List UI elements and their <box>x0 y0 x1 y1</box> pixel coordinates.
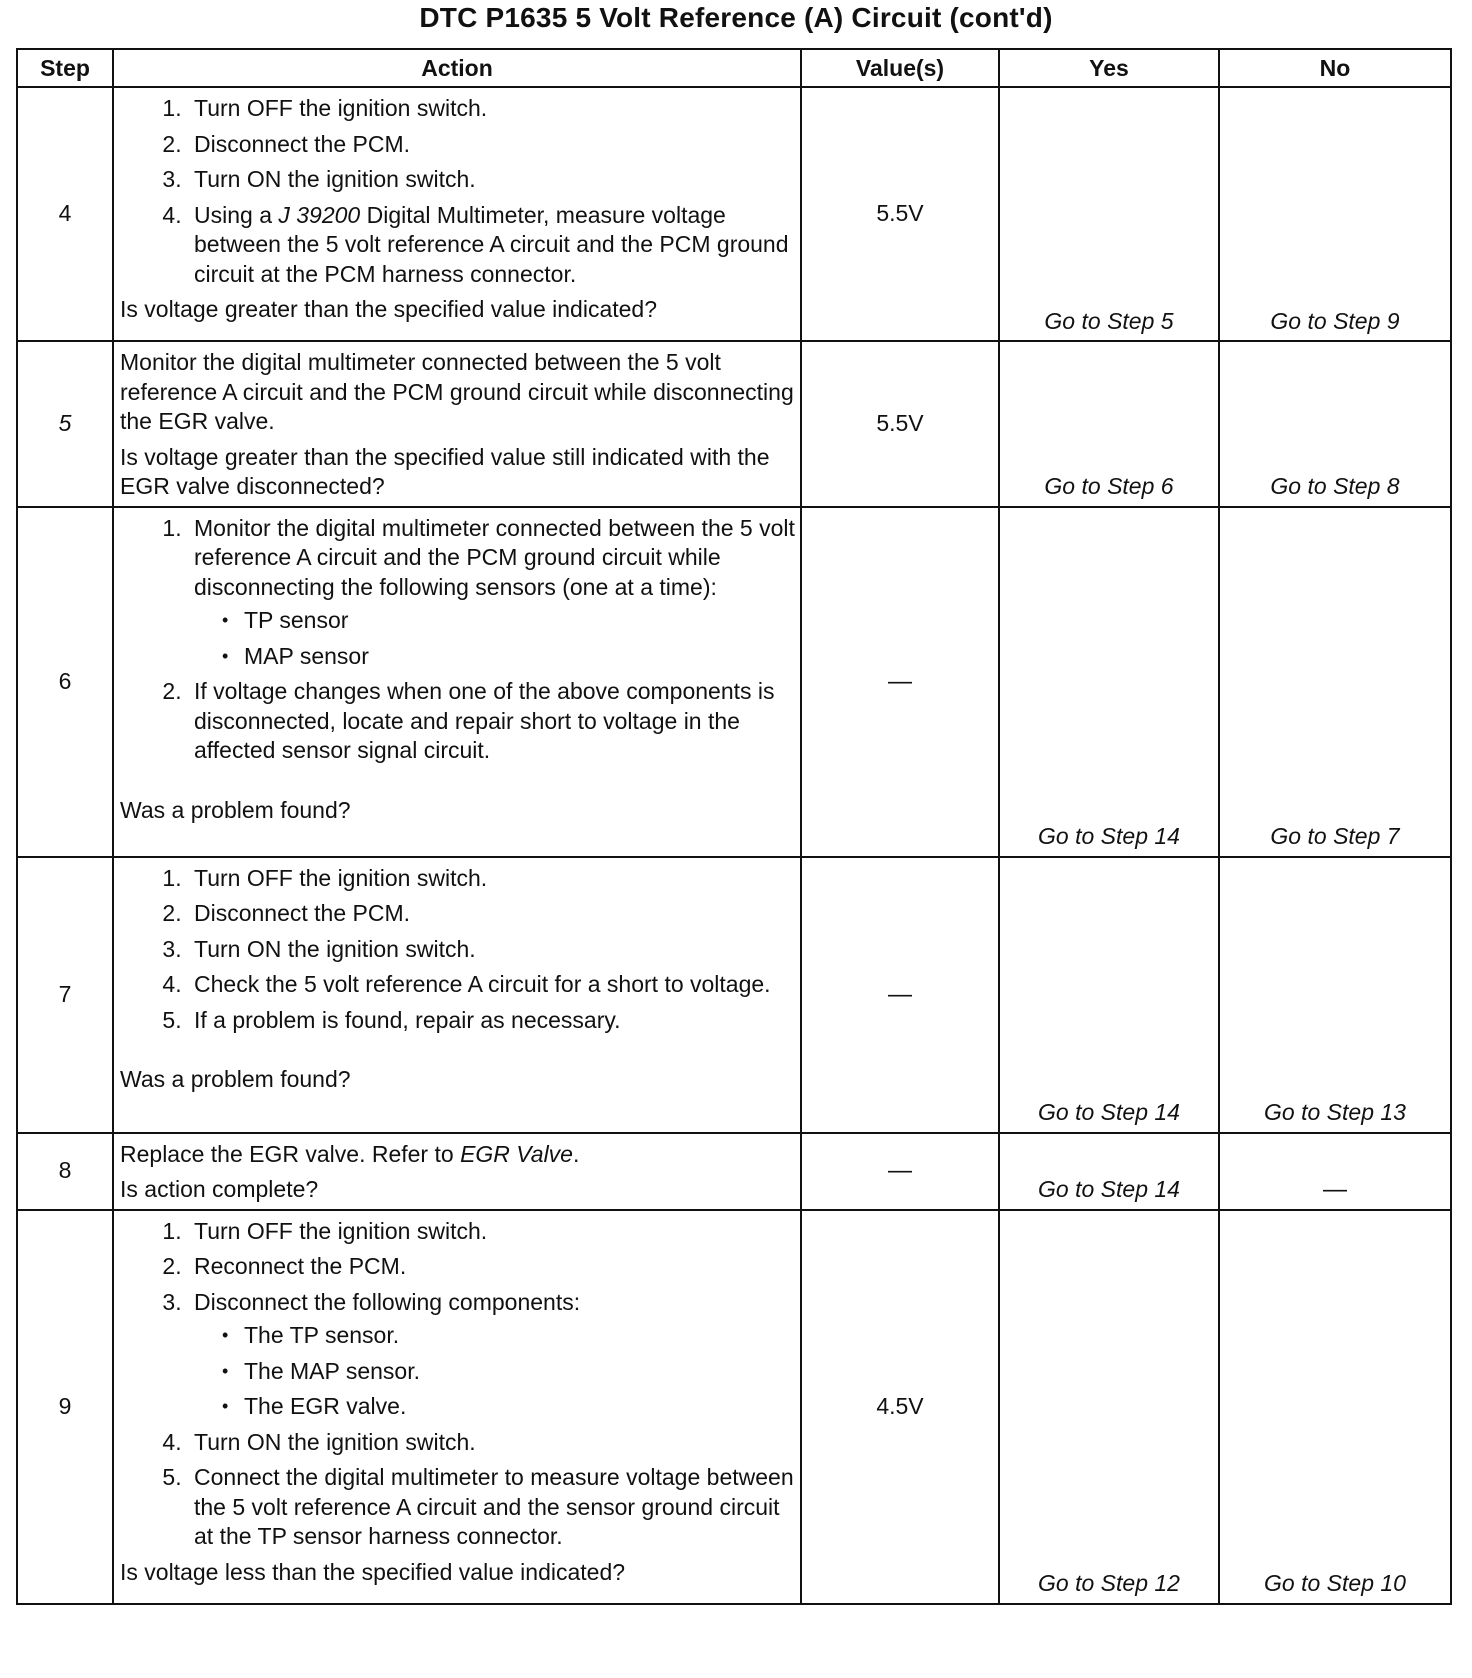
no-link: Go to Step 8 <box>1270 473 1400 499</box>
diagnostic-table <box>16 48 1452 1605</box>
step-number: 7 <box>17 857 113 1133</box>
question-text: Is action complete? <box>120 1176 319 1202</box>
value-cell: — <box>801 1133 999 1210</box>
page-title: DTC P1635 5 Volt Reference (A) Circuit (cont'd) <box>419 2 1053 33</box>
yes-link: Go to Step 6 <box>1044 473 1174 499</box>
no-cell <box>1219 857 1451 1133</box>
bullet-list <box>194 1321 796 1422</box>
table-row <box>17 507 1451 857</box>
action-cell <box>113 857 801 1133</box>
header-yes: Yes <box>999 49 1219 87</box>
step-number: 8 <box>17 1133 113 1210</box>
no-link: Go to Step 13 <box>1264 1099 1406 1125</box>
action-cell <box>113 1210 801 1604</box>
table-row <box>17 857 1451 1133</box>
action-steps <box>120 864 796 1036</box>
step-number: 9 <box>17 1210 113 1604</box>
bullet-item: • The TP sensor. <box>222 1321 796 1351</box>
no-link: Go to Step 9 <box>1270 307 1400 334</box>
bullet-item: • The MAP sensor. <box>222 1357 796 1387</box>
yes-cell <box>999 1133 1219 1210</box>
list-item: 1. Turn OFF the ignition switch. <box>188 94 796 124</box>
yes-cell <box>999 857 1219 1133</box>
list-item: 5. If a problem is found, repair as necessary. <box>188 1006 796 1036</box>
list-item: 5. Connect the digital multimeter to measure voltage between the 5 volt reference A circuit and the sensor ground circuit at the TP sensor harness connector. <box>188 1463 796 1552</box>
table-row <box>17 87 1451 341</box>
reference-link: EGR Valve <box>460 1140 573 1167</box>
value-cell: 4.5V <box>801 1210 999 1604</box>
question-text: Is voltage less than the specified value indicated? <box>120 1558 626 1585</box>
table-row <box>17 1133 1451 1210</box>
header-step: Step <box>17 49 113 87</box>
no-link: — <box>1323 1176 1347 1203</box>
step-number: 6 <box>17 507 113 857</box>
no-cell <box>1219 1133 1451 1210</box>
question-text: Is voltage greater than the specified value still indicated with the EGR valve disconnected? <box>120 443 770 499</box>
no-cell <box>1219 87 1451 341</box>
header-values: Value(s) <box>801 49 999 87</box>
no-link: Go to Step 7 <box>1270 823 1400 849</box>
header-no: No <box>1219 49 1451 87</box>
list-item: 2. Disconnect the PCM. <box>188 899 796 929</box>
yes-link: Go to Step 5 <box>1044 307 1174 334</box>
action-text: Monitor the digital multimeter connected between the 5 volt reference A circuit and the PCM ground circuit while disconnecting the EGR valve. <box>120 349 794 434</box>
list-item: 3. Turn ON the ignition switch. <box>188 165 796 195</box>
yes-link: Go to Step 14 <box>1038 1099 1180 1125</box>
action-cell <box>113 1133 801 1210</box>
bullet-list <box>194 606 796 671</box>
list-item: 1. Monitor the digital multimeter connected between the 5 volt reference A circuit and the PCM ground circuit while disconnecting the following sensors (one at a time): • TP sensor • MAP sensor <box>188 514 796 672</box>
step-number: 5 <box>17 341 113 507</box>
action-cell <box>113 341 801 507</box>
tool-name: J 39200 <box>278 201 361 228</box>
action-steps <box>120 514 796 766</box>
list-item: 3. Disconnect the following components: • The TP sensor. • The MAP sensor. • The EGR valve. <box>188 1288 796 1422</box>
list-item: 4. Using a J 39200 Digital Multimeter, measure voltage between the 5 volt reference A circuit and the PCM ground circuit at the PCM harness connector. <box>188 201 796 290</box>
value-cell: — <box>801 857 999 1133</box>
bullet-item: • TP sensor <box>222 606 796 636</box>
bullet-item: • MAP sensor <box>222 642 796 672</box>
yes-link: Go to Step 14 <box>1038 823 1180 849</box>
no-cell <box>1219 1210 1451 1604</box>
table-row <box>17 1210 1451 1604</box>
table-row <box>17 341 1451 507</box>
value-cell: 5.5V <box>801 87 999 341</box>
value-cell: 5.5V <box>801 341 999 507</box>
table-header-row <box>17 49 1451 87</box>
list-item: 4. Check the 5 volt reference A circuit for a short to voltage. <box>188 970 796 1000</box>
no-cell <box>1219 341 1451 507</box>
yes-link: Go to Step 12 <box>1038 1570 1180 1596</box>
no-link: Go to Step 10 <box>1264 1570 1406 1596</box>
yes-cell <box>999 87 1219 341</box>
action-cell <box>113 507 801 857</box>
list-item: 2. Reconnect the PCM. <box>188 1252 796 1282</box>
yes-link: Go to Step 14 <box>1038 1176 1180 1202</box>
action-steps <box>120 94 796 289</box>
list-item: 3. Turn ON the ignition switch. <box>188 935 796 965</box>
question-text: Is voltage greater than the specified value indicated? <box>120 296 658 322</box>
list-item: 4. Turn ON the ignition switch. <box>188 1428 796 1458</box>
question-text: Was a problem found? <box>120 1066 351 1092</box>
header-action: Action <box>113 49 801 87</box>
list-item: 2. If voltage changes when one of the above components is disconnected, locate and repair short to voltage in the affected sensor signal circuit. <box>188 677 796 766</box>
list-item: 1. Turn OFF the ignition switch. <box>188 864 796 894</box>
yes-cell <box>999 507 1219 857</box>
bullet-item: • The EGR valve. <box>222 1392 796 1422</box>
action-steps <box>120 1217 796 1552</box>
yes-cell <box>999 1210 1219 1604</box>
yes-cell <box>999 341 1219 507</box>
question-text: Was a problem found? <box>120 796 351 823</box>
action-text: Replace the EGR valve. Refer to EGR Valve. <box>120 1140 580 1167</box>
action-cell <box>113 87 801 341</box>
no-cell <box>1219 507 1451 857</box>
value-cell: — <box>801 507 999 857</box>
list-item: 2. Disconnect the PCM. <box>188 130 796 160</box>
step-number: 4 <box>17 87 113 341</box>
list-item: 1. Turn OFF the ignition switch. <box>188 1217 796 1247</box>
